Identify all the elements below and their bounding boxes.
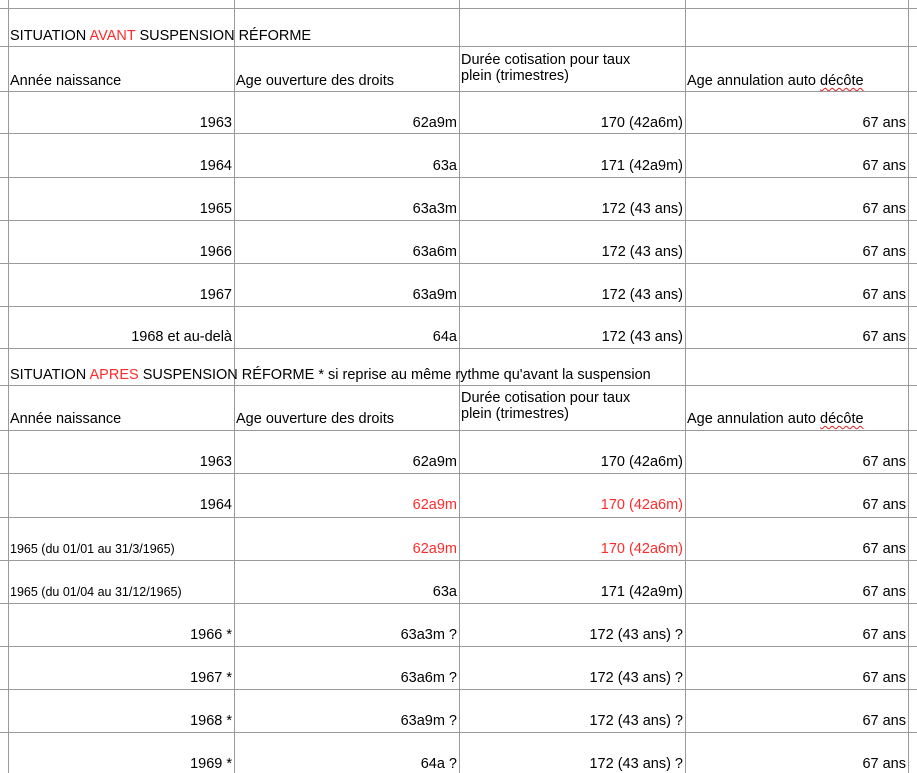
- header-age-ouverture[interactable]: Age ouverture des droits: [236, 411, 394, 427]
- header-duree-line2: plein (trimestres): [461, 68, 569, 84]
- row-divider: [0, 177, 917, 178]
- row-divider: [0, 220, 917, 221]
- row-divider: [0, 133, 917, 134]
- section-title-highlight: APRES: [89, 367, 139, 383]
- cell-age-modified[interactable]: 62a9m: [412, 497, 457, 513]
- header-duree-line1: Durée cotisation pour taux: [461, 390, 631, 406]
- header-annul-prefix: Age annulation auto: [687, 73, 821, 89]
- cell-age[interactable]: 63a: [432, 584, 457, 600]
- cell-age[interactable]: 64a: [432, 329, 457, 345]
- row-divider: [0, 560, 917, 561]
- cell-annee[interactable]: 1965 (du 01/01 au 31/3/1965): [10, 542, 175, 556]
- cell-annulation[interactable]: 67 ans: [862, 287, 906, 303]
- row-divider: [0, 430, 917, 431]
- section-title-highlight: AVANT: [89, 28, 136, 44]
- header-age-annulation[interactable]: [685, 73, 908, 90]
- header-annee-naissance[interactable]: Année naissance: [10, 411, 122, 427]
- header-duree-cotisation[interactable]: [459, 390, 685, 422]
- row-divider: [0, 385, 917, 386]
- section-title-suffix: SUSPENSION RÉFORME: [135, 28, 312, 44]
- cell-duree[interactable]: 172 (43 ans): [601, 244, 683, 260]
- row-divider: [0, 8, 917, 9]
- row-divider: [0, 517, 917, 518]
- header-annul-word: décôte: [820, 73, 864, 89]
- cell-annee[interactable]: 1968 et au-delà: [131, 329, 232, 345]
- cell-annee[interactable]: 1966: [199, 244, 232, 260]
- cell-annulation[interactable]: 67 ans: [862, 244, 906, 260]
- header-age-ouverture[interactable]: Age ouverture des droits: [236, 73, 394, 89]
- cell-age[interactable]: 63a3m: [412, 201, 457, 217]
- cell-annee[interactable]: 1965 (du 01/04 au 31/12/1965): [10, 585, 182, 599]
- row-divider: [0, 473, 917, 474]
- cell-annulation[interactable]: 67 ans: [862, 454, 906, 470]
- cell-age[interactable]: 63a9m ?: [400, 713, 457, 729]
- column-divider: [908, 0, 909, 773]
- cell-duree[interactable]: 170 (42a6m): [600, 454, 683, 470]
- cell-duree[interactable]: 171 (42a9m): [600, 158, 683, 174]
- cell-annee[interactable]: 1968 *: [190, 713, 232, 729]
- cell-annee[interactable]: 1964: [199, 158, 232, 174]
- cell-annulation[interactable]: 67 ans: [862, 115, 906, 131]
- row-divider: [0, 263, 917, 264]
- cell-duree[interactable]: 172 (43 ans): [601, 201, 683, 217]
- cell-duree[interactable]: 172 (43 ans) ?: [589, 670, 683, 686]
- cell-age[interactable]: 62a9m: [412, 115, 457, 131]
- cell-annulation[interactable]: 67 ans: [862, 201, 906, 217]
- cell-annee[interactable]: 1964: [199, 497, 232, 513]
- row-divider: [0, 603, 917, 604]
- cell-annulation[interactable]: 67 ans: [862, 713, 906, 729]
- row-divider: [0, 46, 917, 47]
- cell-annee[interactable]: 1967 *: [190, 670, 232, 686]
- header-duree-line2: plein (trimestres): [461, 406, 569, 422]
- cell-annulation[interactable]: 67 ans: [862, 497, 906, 513]
- cell-duree-modified[interactable]: 170 (42a6m): [600, 541, 683, 557]
- cell-age[interactable]: 64a ?: [420, 756, 457, 772]
- cell-annulation[interactable]: 67 ans: [862, 756, 906, 772]
- section-title-prefix: SITUATION: [10, 367, 90, 383]
- cell-age-modified[interactable]: 62a9m: [412, 541, 457, 557]
- header-annul-word: décôte: [820, 411, 864, 427]
- header-age-annulation[interactable]: [685, 411, 908, 428]
- cell-duree[interactable]: 172 (43 ans): [601, 287, 683, 303]
- cell-age[interactable]: 63a6m ?: [400, 670, 457, 686]
- row-divider: [0, 689, 917, 690]
- cell-duree[interactable]: 172 (43 ans): [601, 329, 683, 345]
- cell-annulation[interactable]: 67 ans: [862, 670, 906, 686]
- cell-duree[interactable]: 171 (42a9m): [600, 584, 683, 600]
- section-title-prefix: SITUATION: [10, 28, 90, 44]
- header-duree-line1: Durée cotisation pour taux: [461, 52, 631, 68]
- cell-annulation[interactable]: 67 ans: [862, 158, 906, 174]
- section-title-suffix: SUSPENSION RÉFORME * si reprise au même rythme qu'avant la suspension: [138, 367, 651, 383]
- header-annee-naissance[interactable]: Année naissance: [10, 73, 122, 89]
- cell-age[interactable]: 62a9m: [412, 454, 457, 470]
- cell-age[interactable]: 63a: [432, 158, 457, 174]
- cell-annee[interactable]: 1963: [199, 454, 232, 470]
- cell-duree[interactable]: 172 (43 ans) ?: [589, 713, 683, 729]
- cell-annulation[interactable]: 67 ans: [862, 329, 906, 345]
- cell-annulation[interactable]: 67 ans: [862, 541, 906, 557]
- row-divider: [0, 348, 917, 349]
- cell-duree[interactable]: 172 (43 ans) ?: [589, 756, 683, 772]
- cell-age[interactable]: 63a3m ?: [400, 627, 457, 643]
- cell-annee[interactable]: 1967: [199, 287, 232, 303]
- cell-annee[interactable]: 1966 *: [190, 627, 232, 643]
- section-title-apres[interactable]: [8, 367, 653, 384]
- cell-annulation[interactable]: 67 ans: [862, 584, 906, 600]
- section-title-avant[interactable]: [8, 28, 313, 45]
- row-divider: [0, 732, 917, 733]
- row-divider: [0, 646, 917, 647]
- row-divider: [0, 306, 917, 307]
- cell-duree[interactable]: 172 (43 ans) ?: [589, 627, 683, 643]
- row-divider: [0, 91, 917, 92]
- cell-annee[interactable]: 1965: [199, 201, 232, 217]
- cell-annulation[interactable]: 67 ans: [862, 627, 906, 643]
- header-annul-prefix: Age annulation auto: [687, 411, 821, 427]
- cell-age[interactable]: 63a9m: [412, 287, 457, 303]
- cell-duree[interactable]: 170 (42a6m): [600, 115, 683, 131]
- cell-annee[interactable]: 1969 *: [190, 756, 232, 772]
- cell-age[interactable]: 63a6m: [412, 244, 457, 260]
- cell-duree-modified[interactable]: 170 (42a6m): [600, 497, 683, 513]
- header-duree-cotisation[interactable]: [459, 52, 685, 84]
- cell-annee[interactable]: 1963: [199, 115, 232, 131]
